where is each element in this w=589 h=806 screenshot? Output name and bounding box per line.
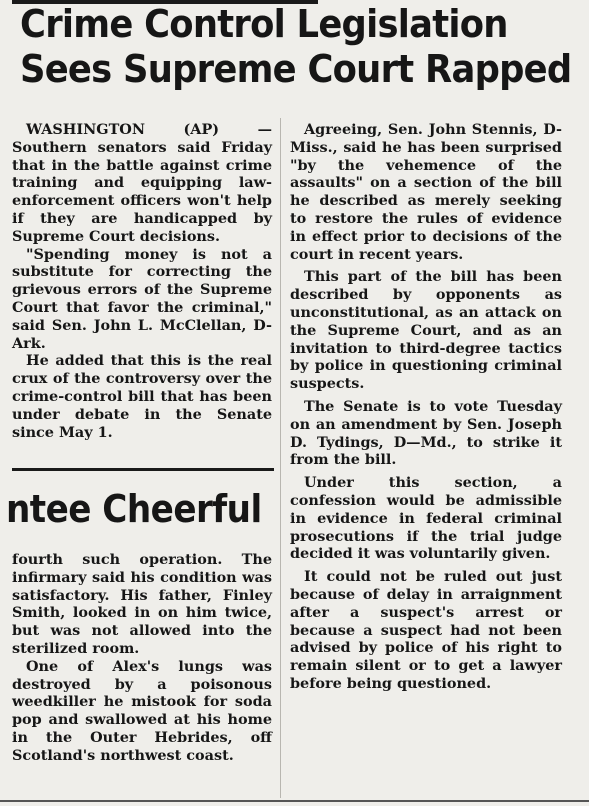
second-story-column [12,551,272,765]
article-paragraph-1: WASHINGTON (AP) — Southern senators said Friday that in the battle against crime training and equipping law-enforcement officers won't help if they are handicapped by Supreme Court decisions. [12,121,272,245]
story-separator [12,468,274,471]
right-paragraph-1: Agreeing, Sen. John Stennis, D-Miss., said he has been surprised "by the vehemence of the assaults" on a section of the bill he described as merely seeking to restore the rules of evidence in effect prior to decisions of the court in recent years. [290,121,562,263]
bottom-rule [0,800,589,802]
second-story-paragraph-1: fourth such operation. The infirmary said his condition was satisfactory. His father, Finley Smith, looked in on him twice, but was not allowed into the sterilized room. [12,551,272,657]
headline-line-2: Sees Supreme Court Rapped [20,47,572,91]
headline-line-1: Crime Control Legislation [20,2,508,46]
main-headline [20,2,572,92]
second-story-headline: ntee Cheerful [6,487,262,531]
right-paragraph-3: The Senate is to vote Tuesday on an amendment by Sen. Joseph D. Tydings, D—Md., to strike it from the bill. [290,397,562,469]
column-divider [280,118,281,798]
article-right-column [290,121,562,698]
article-left-column [12,121,272,441]
right-paragraph-4: Under this section, a confession would be admissible in evidence in federal criminal prosecutions if the trial judge decided it was voluntarily given. [290,474,562,563]
second-story-paragraph-2: One of Alex's lungs was destroyed by a poisonous weedkiller he mistook for soda pop and swallowed at his home in the Outer Hebrides, off Scotland's northwest coast. [12,657,272,764]
right-paragraph-5: It could not be ruled out just because of delay in arraignment after a suspect's arrest or because a suspect had not been advised by police of his right to remain silent or to get a lawyer before being questioned. [290,568,562,692]
article-paragraph-2: "Spending money is not a substitute for correcting the grievous errors of the Supreme Court that favor the criminal," said Sen. John L. McClellan, D-Ark. [12,245,272,352]
right-paragraph-2: This part of the bill has been described by opponents as unconstitutional, as an attack on the Supreme Court, and as an invitation to third-degree tactics by police in questioning criminal suspects. [290,268,562,393]
article-paragraph-3: He added that this is the real crux of the controversy over the crime-control bill that has been under debate in the Senate since May 1. [12,352,272,441]
